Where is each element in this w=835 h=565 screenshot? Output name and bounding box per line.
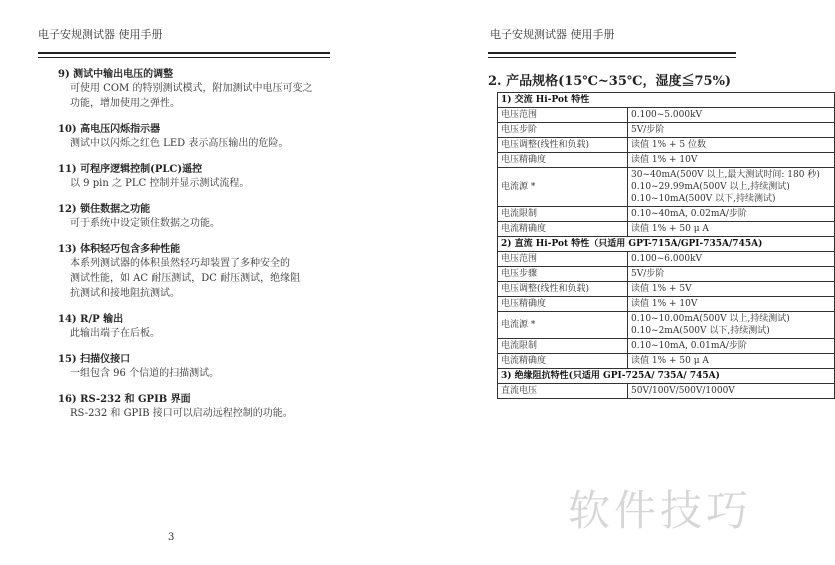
- spec-value: [628, 384, 835, 399]
- feature-description: 本系列测试器的体积虽然轻巧却装置了多种安全的: [70, 258, 290, 269]
- spec-row: [498, 339, 835, 354]
- header-rule-thin: [38, 57, 330, 58]
- feature-title: 10) 高电压闪烁指示器: [58, 124, 161, 135]
- spec-value: [628, 123, 835, 138]
- spec-value: [628, 108, 835, 123]
- spec-row: [498, 123, 835, 138]
- feature-description: 可使用 COM 的特别测试模式，附加测试中电压可变之: [70, 83, 313, 94]
- spec-row: [498, 222, 835, 237]
- feature-title: 13) 体积轻巧包含多种性能: [58, 244, 181, 255]
- spec-value-line: 5V/步阶: [631, 269, 665, 279]
- spec-value-line: 0.10~40mA, 0.02mA/步阶: [631, 209, 747, 219]
- feature-item: [58, 393, 358, 421]
- feature-item: [58, 68, 358, 111]
- spec-label: 电压调整(线性和负载): [498, 282, 628, 297]
- spec-value: [628, 354, 835, 369]
- spec-row: [498, 282, 835, 297]
- spec-value: [628, 138, 835, 153]
- spec-value-line: 30~40mA(500V 以上,最大测试时间: 180 秒): [631, 170, 820, 180]
- feature-item: [58, 163, 358, 191]
- feature-description: RS-232 和 GPIB 接口可以启动远程控制的功能。: [70, 408, 293, 419]
- feature-title: 16) RS-232 和 GPIB 界面: [58, 394, 191, 405]
- spec-label: 电压范围: [498, 108, 628, 123]
- spec-label: 直流电压: [498, 384, 628, 399]
- spec-row: [498, 207, 835, 222]
- feature-item: [58, 353, 358, 381]
- spec-row: [498, 153, 835, 168]
- spec-label: 电压精确度: [498, 153, 628, 168]
- left-page: [0, 0, 400, 565]
- spec-label: 电流源 *: [498, 312, 628, 339]
- page-header: 电子安规测试器 使用手册: [38, 28, 163, 41]
- spec-value-line: 读值 1% + 10V: [631, 299, 698, 309]
- spec-value: [628, 267, 835, 282]
- spec-value: [628, 297, 835, 312]
- spec-section-row: [498, 237, 835, 252]
- spec-table: [497, 92, 835, 399]
- spec-value: [628, 153, 835, 168]
- spec-value-line: 0.100~5.000kV: [631, 110, 703, 120]
- feature-item: [58, 123, 358, 151]
- feature-item: [58, 313, 358, 341]
- feature-title: 15) 扫描仪接口: [58, 354, 131, 365]
- spec-value-line: 0.100~6.000kV: [631, 254, 703, 264]
- spec-value-line: 0.10~29.99mA(500V 以上,持续测试): [631, 182, 790, 192]
- spec-row: [498, 267, 835, 282]
- spec-section-row: [498, 369, 835, 384]
- spec-section-label: 2) 直流 Hi-Pot 特性（只适用 GPT-715A/GPI-735A/745A): [498, 237, 835, 252]
- spec-label: 电压精确度: [498, 297, 628, 312]
- spec-value: [628, 252, 835, 267]
- spec-label: 电压范围: [498, 252, 628, 267]
- spec-section-title: 2. 产品规格(15℃~35℃，湿度≦75%): [488, 74, 732, 89]
- page-number: 3: [168, 532, 175, 543]
- spec-row: [498, 252, 835, 267]
- spec-value-line: 0.10~2mA(500V 以下,持续测试): [631, 326, 770, 336]
- spec-row: [498, 138, 835, 153]
- spec-section-row: [498, 93, 835, 108]
- spec-value-line: 读值 1% + 10V: [631, 155, 698, 165]
- spec-row: [498, 312, 835, 339]
- feature-title: 9) 测试中输出电压的调整: [58, 69, 174, 80]
- spec-value-line: 5V/步阶: [631, 125, 665, 135]
- spec-value: [628, 282, 835, 297]
- spec-value-line: 读值 1% + 50 μ A: [631, 356, 709, 366]
- header-rule-thin: [488, 57, 736, 58]
- feature-description: 测试性能，如 AC 耐压测试，DC 耐压测试，绝缘阻: [70, 273, 301, 284]
- feature-description: 抗测试和接地阻抗测试。: [70, 288, 180, 299]
- feature-item: [58, 243, 358, 301]
- feature-description: 以 9 pin 之 PLC 控制并显示测试流程。: [70, 178, 250, 189]
- feature-description: 功能，增加使用之弹性。: [70, 98, 180, 109]
- spec-label: 电压步骤: [498, 267, 628, 282]
- spec-value: [628, 207, 835, 222]
- spec-row: [498, 297, 835, 312]
- header-rule: [488, 52, 736, 54]
- spec-row: [498, 354, 835, 369]
- spec-value: [628, 222, 835, 237]
- spec-row: [498, 108, 835, 123]
- spec-label: 电压步阶: [498, 123, 628, 138]
- spec-section-label: 1) 交流 Hi-Pot 特性: [498, 93, 835, 108]
- feature-description: 此输出端子在后板。: [70, 328, 160, 339]
- spec-label: 电流精确度: [498, 222, 628, 237]
- feature-description: 一组包含 96 个信道的扫描测试。: [70, 368, 220, 379]
- spec-section-label: 3) 绝缘阻抗特性(只适用 GPI-725A/ 735A/ 745A): [498, 369, 835, 384]
- feature-description: 测试中以闪烁之红色 LED 表示高压输出的危险。: [70, 138, 289, 149]
- spec-value-line: 0.10~10mA, 0.01mA/步阶: [631, 341, 747, 351]
- spec-value-line: 读值 1% + 5V: [631, 284, 692, 294]
- watermark: 软件技巧: [568, 486, 753, 535]
- feature-description: 可于系统中设定锁住数据之功能。: [70, 218, 220, 229]
- header-rule: [38, 52, 330, 54]
- spec-label: 电流限制: [498, 207, 628, 222]
- spec-label: 电流精确度: [498, 354, 628, 369]
- page-header: 电子安规测试器 使用手册: [490, 28, 615, 41]
- spec-value-line: 读值 1% + 5 位数: [631, 140, 706, 150]
- feature-list: [58, 68, 358, 433]
- spec-label: 电流源 *: [498, 168, 628, 207]
- spec-row: [498, 384, 835, 399]
- feature-item: [58, 203, 358, 231]
- spec-value: [628, 168, 835, 207]
- spec-value-line: 读值 1% + 50 μ A: [631, 224, 709, 234]
- feature-title: 12) 锁住数据之功能: [58, 204, 151, 215]
- spec-value: [628, 312, 835, 339]
- spec-value-line: 0.10~10mA(500V 以下,持续测试): [631, 194, 776, 204]
- spec-value: [628, 339, 835, 354]
- spec-value-line: 0.10~10.00mA(500V 以上,持续测试): [631, 314, 790, 324]
- spec-label: 电流限制: [498, 339, 628, 354]
- spec-row: [498, 168, 835, 207]
- feature-title: 14) R/P 输出: [58, 314, 124, 325]
- feature-title: 11) 可程序逻辑控制(PLC)遥控: [58, 164, 203, 175]
- spec-label: 电压调整(线性和负载): [498, 138, 628, 153]
- spec-value-line: 50V/100V/500V/1000V: [631, 386, 735, 396]
